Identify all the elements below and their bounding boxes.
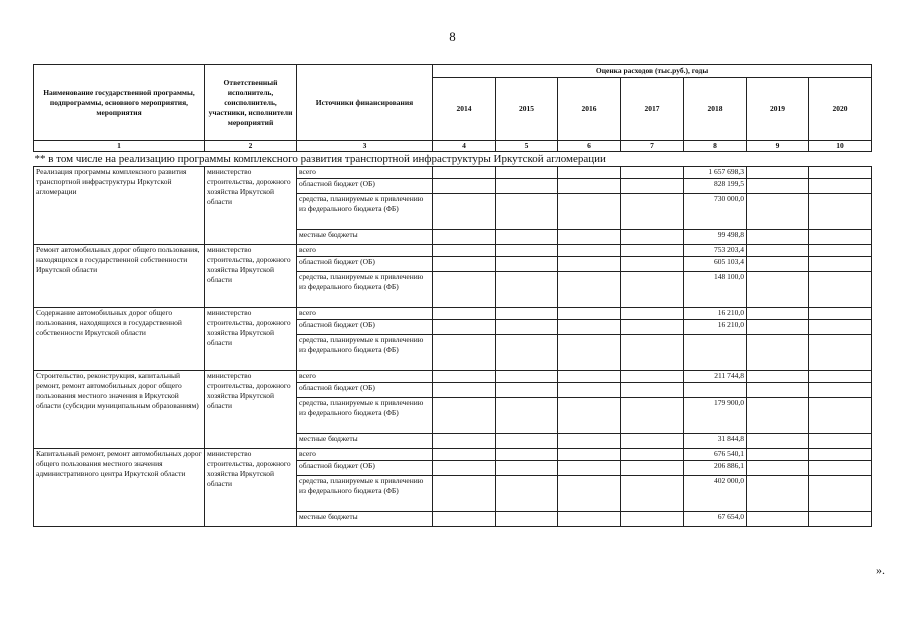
value-empty (433, 167, 496, 179)
header-estimate: Оценка расходов (тыс.руб.), годы (433, 65, 872, 78)
column-number: 2 (205, 141, 297, 152)
value-empty (433, 257, 496, 272)
value-2018: 206 886,1 (684, 461, 747, 476)
value-2018 (684, 383, 747, 398)
value-empty (747, 335, 809, 371)
value-empty (809, 449, 872, 461)
responsible-executor: министерство строительства, дорожного хозяйства Иркутской области (205, 167, 297, 245)
page-number: 8 (449, 29, 456, 44)
value-empty (433, 308, 496, 320)
value-empty (809, 383, 872, 398)
value-empty (747, 512, 809, 527)
value-empty (747, 371, 809, 383)
header-year: 2020 (809, 78, 872, 141)
header-responsible: Ответственный исполнитель, соисполнитель, участники, исполнители мероприятий (205, 65, 297, 141)
value-empty (621, 398, 684, 434)
value-empty (809, 257, 872, 272)
value-empty (558, 320, 621, 335)
value-empty (496, 398, 558, 434)
activity-name: Ремонт автомобильных дорог общего пользования, находящихся в государственной собственности Иркутской области (34, 245, 205, 308)
value-empty (558, 167, 621, 179)
value-2018: 605 103,4 (684, 257, 747, 272)
value-empty (747, 245, 809, 257)
funding-source: средства, планируемые к привлечению из федерального бюджета (ФБ) (297, 335, 433, 371)
value-empty (621, 272, 684, 308)
funding-source: всего (297, 167, 433, 179)
table-header (34, 65, 872, 167)
value-empty (558, 371, 621, 383)
value-empty (747, 449, 809, 461)
value-empty (558, 476, 621, 512)
value-empty (496, 272, 558, 308)
value-empty (809, 194, 872, 230)
value-empty (621, 245, 684, 257)
value-empty (558, 308, 621, 320)
funding-source: местные бюджеты (297, 434, 433, 449)
value-empty (496, 308, 558, 320)
funding-source: всего (297, 308, 433, 320)
value-empty (558, 449, 621, 461)
value-empty (809, 335, 872, 371)
value-empty (747, 461, 809, 476)
value-empty (496, 194, 558, 230)
value-empty (809, 167, 872, 179)
column-number: 7 (621, 141, 684, 152)
value-empty (558, 335, 621, 371)
funding-source: областной бюджет (ОБ) (297, 179, 433, 194)
value-empty (433, 320, 496, 335)
value-empty (496, 449, 558, 461)
value-empty (496, 512, 558, 527)
value-empty (433, 383, 496, 398)
value-empty (496, 434, 558, 449)
value-empty (496, 371, 558, 383)
responsible-executor: министерство строительства, дорожного хозяйства Иркутской области (205, 371, 297, 449)
value-empty (621, 383, 684, 398)
value-empty (558, 434, 621, 449)
value-empty (747, 167, 809, 179)
value-empty (496, 167, 558, 179)
value-empty (809, 230, 872, 245)
value-empty (496, 383, 558, 398)
column-number: 4 (433, 141, 496, 152)
value-empty (433, 335, 496, 371)
value-empty (621, 308, 684, 320)
value-empty (809, 371, 872, 383)
value-empty (433, 230, 496, 245)
value-empty (809, 308, 872, 320)
value-empty (809, 476, 872, 512)
column-number: 8 (684, 141, 747, 152)
value-2018: 148 100,0 (684, 272, 747, 308)
note-row (34, 152, 872, 167)
activity-name: Строительство, реконструкция, капитальный ремонт, ремонт автомобильных дорог общего пользования местного значения в Иркутской области (субсидии муниципальным образованиям) (34, 371, 205, 449)
value-2018: 179 900,0 (684, 398, 747, 434)
value-empty (621, 194, 684, 230)
value-empty (558, 230, 621, 245)
column-number: 5 (496, 141, 558, 152)
value-empty (809, 179, 872, 194)
value-empty (433, 272, 496, 308)
value-empty (809, 512, 872, 527)
header-year: 2014 (433, 78, 496, 141)
header-year: 2017 (621, 78, 684, 141)
funding-source: всего (297, 371, 433, 383)
value-empty (747, 194, 809, 230)
table-body (34, 167, 872, 527)
funding-source: всего (297, 449, 433, 461)
value-empty (433, 194, 496, 230)
value-2018: 16 210,0 (684, 308, 747, 320)
value-empty (433, 512, 496, 527)
value-empty (747, 434, 809, 449)
value-empty (558, 383, 621, 398)
funding-source: областной бюджет (ОБ) (297, 461, 433, 476)
value-2018: 676 540,1 (684, 449, 747, 461)
closing-mark: ». (876, 563, 885, 577)
activity-name: Содержание автомобильных дорог общего пользования, находящихся в государственной собственности Иркутской области (34, 308, 205, 371)
table-row (34, 371, 872, 383)
budget-table-container (33, 64, 871, 527)
value-empty (747, 383, 809, 398)
value-2018: 753 203,4 (684, 245, 747, 257)
funding-source: средства, планируемые к привлечению из федерального бюджета (ФБ) (297, 194, 433, 230)
value-empty (496, 335, 558, 371)
value-empty (809, 245, 872, 257)
table-row (34, 167, 872, 179)
activity-name: Реализация программы комплексного развития транспортной инфраструктуры Иркутской агломерации (34, 167, 205, 245)
value-empty (433, 476, 496, 512)
value-empty (621, 320, 684, 335)
value-empty (747, 320, 809, 335)
value-empty (558, 194, 621, 230)
value-empty (809, 272, 872, 308)
value-empty (621, 449, 684, 461)
value-empty (621, 461, 684, 476)
value-empty (558, 512, 621, 527)
note-text: ** в том числе на реализацию программы комплексного развития транспортной инфраструктуры Иркутской агломерации (34, 152, 872, 167)
value-empty (558, 461, 621, 476)
value-empty (747, 398, 809, 434)
value-2018: 99 498,8 (684, 230, 747, 245)
value-empty (621, 476, 684, 512)
value-empty (747, 257, 809, 272)
value-empty (747, 476, 809, 512)
value-2018 (684, 335, 747, 371)
column-number: 9 (747, 141, 809, 152)
value-empty (809, 461, 872, 476)
value-2018: 211 744,8 (684, 371, 747, 383)
value-empty (496, 257, 558, 272)
column-number: 10 (809, 141, 872, 152)
value-empty (496, 461, 558, 476)
value-2018: 828 199,5 (684, 179, 747, 194)
funding-source: средства, планируемые к привлечению из федерального бюджета (ФБ) (297, 272, 433, 308)
value-empty (621, 230, 684, 245)
header-year: 2016 (558, 78, 621, 141)
value-empty (558, 272, 621, 308)
responsible-executor: министерство строительства, дорожного хозяйства Иркутской области (205, 449, 297, 527)
value-2018: 730 000,0 (684, 194, 747, 230)
value-empty (809, 434, 872, 449)
value-empty (433, 245, 496, 257)
value-empty (809, 320, 872, 335)
table-row (34, 308, 872, 320)
value-empty (558, 179, 621, 194)
value-2018: 1 657 698,3 (684, 167, 747, 179)
value-empty (433, 371, 496, 383)
value-2018: 31 844,8 (684, 434, 747, 449)
header-year: 2019 (747, 78, 809, 141)
funding-source: средства, планируемые к привлечению из федерального бюджета (ФБ) (297, 476, 433, 512)
funding-source: всего (297, 245, 433, 257)
column-number-row (34, 141, 872, 152)
value-empty (496, 245, 558, 257)
value-empty (433, 398, 496, 434)
value-empty (621, 434, 684, 449)
value-empty (621, 179, 684, 194)
value-empty (496, 320, 558, 335)
value-2018: 16 210,0 (684, 320, 747, 335)
column-number: 1 (34, 141, 205, 152)
column-number: 6 (558, 141, 621, 152)
funding-source: областной бюджет (ОБ) (297, 257, 433, 272)
header-year: 2018 (684, 78, 747, 141)
value-empty (747, 179, 809, 194)
value-empty (433, 179, 496, 194)
budget-table (33, 64, 872, 527)
header-sources: Источники финансирования (297, 65, 433, 141)
value-empty (621, 257, 684, 272)
value-empty (433, 449, 496, 461)
column-number: 3 (297, 141, 433, 152)
value-empty (496, 230, 558, 245)
table-row (34, 245, 872, 257)
funding-source: средства, планируемые к привлечению из федерального бюджета (ФБ) (297, 398, 433, 434)
funding-source: областной бюджет (ОБ) (297, 383, 433, 398)
value-empty (747, 308, 809, 320)
funding-source: местные бюджеты (297, 512, 433, 527)
value-empty (496, 476, 558, 512)
value-empty (747, 272, 809, 308)
table-row (34, 449, 872, 461)
responsible-executor: министерство строительства, дорожного хозяйства Иркутской области (205, 308, 297, 371)
value-empty (558, 257, 621, 272)
value-2018: 402 000,0 (684, 476, 747, 512)
value-empty (621, 371, 684, 383)
header-year: 2015 (496, 78, 558, 141)
activity-name: Капитальный ремонт, ремонт автомобильных дорог общего пользования местного значения административного центра Иркутской области (34, 449, 205, 527)
funding-source: областной бюджет (ОБ) (297, 320, 433, 335)
value-empty (621, 167, 684, 179)
responsible-executor: министерство строительства, дорожного хозяйства Иркутской области (205, 245, 297, 308)
value-empty (433, 461, 496, 476)
value-empty (496, 179, 558, 194)
header-name: Наименование государственной программы, подпрограммы, основного мероприятия, мероприятия (34, 65, 205, 141)
value-empty (621, 512, 684, 527)
value-empty (433, 434, 496, 449)
value-empty (809, 398, 872, 434)
value-2018: 67 654,0 (684, 512, 747, 527)
value-empty (747, 230, 809, 245)
value-empty (558, 245, 621, 257)
funding-source: местные бюджеты (297, 230, 433, 245)
value-empty (621, 335, 684, 371)
value-empty (558, 398, 621, 434)
